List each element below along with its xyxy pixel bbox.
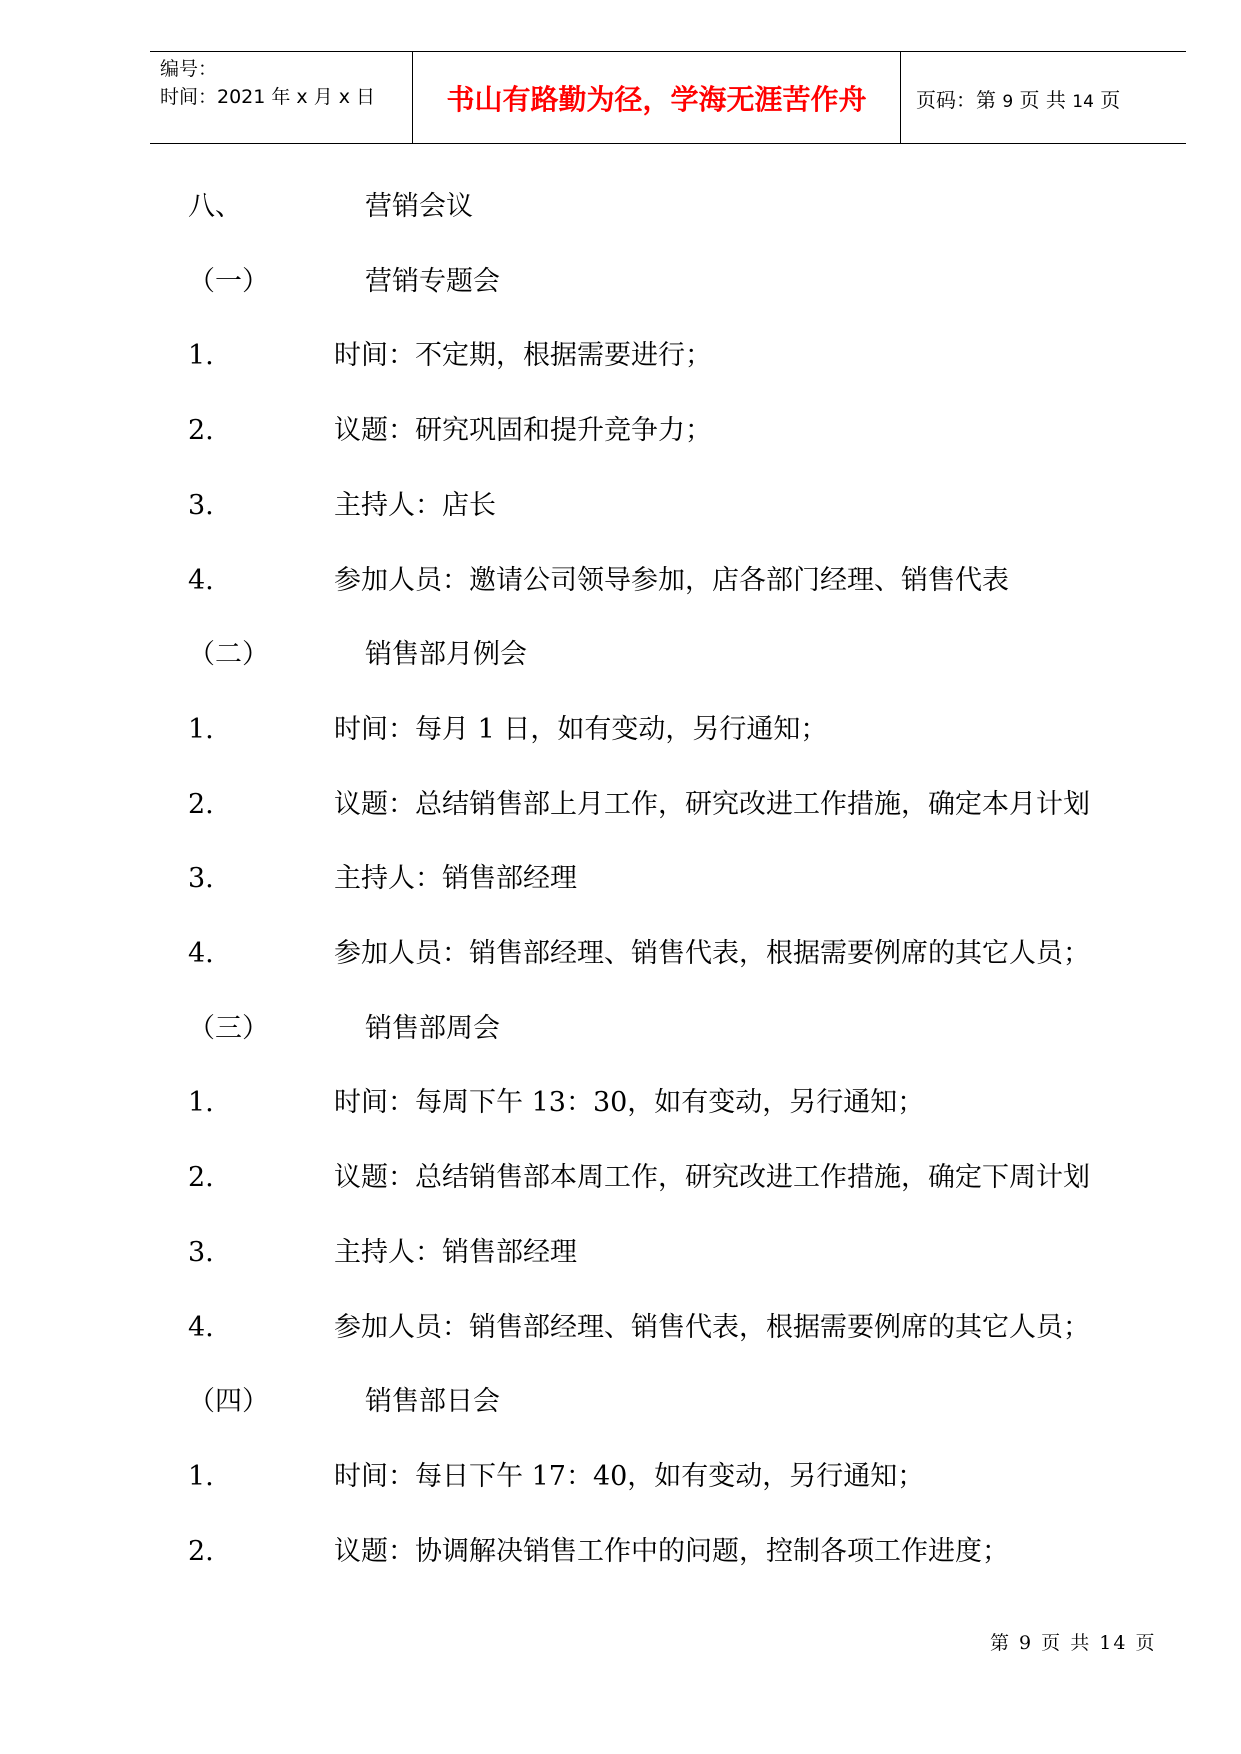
line-text: 时间：不定期，根据需要进行； <box>334 340 712 371</box>
list-item <box>0 336 1241 376</box>
line-marker: 3. <box>188 863 214 894</box>
section-heading <box>0 1009 1241 1049</box>
document-date: 时间：2021 年 x 月 x 日 <box>160 86 376 108</box>
line-marker: 2. <box>188 415 214 446</box>
line-text: 时间：每周下午 13：30，如有变动，另行通知； <box>334 1087 925 1118</box>
line-text: 销售部周会 <box>365 1013 500 1044</box>
line-text: 参加人员：邀请公司领导参加，店各部门经理、销售代表 <box>334 565 1009 596</box>
line-marker: （四） <box>188 1386 269 1417</box>
line-marker: 2. <box>188 789 214 820</box>
list-item <box>0 1308 1241 1348</box>
list-item <box>0 785 1241 825</box>
line-marker: 4. <box>188 1312 214 1343</box>
list-item <box>0 561 1241 601</box>
line-text: 销售部日会 <box>365 1386 500 1417</box>
section-heading <box>0 635 1241 675</box>
list-item <box>0 934 1241 974</box>
header-divider <box>900 52 901 143</box>
line-marker: 1. <box>188 1461 214 1492</box>
list-item <box>0 1158 1241 1198</box>
line-text: 参加人员：销售部经理、销售代表，根据需要例席的其它人员； <box>334 1312 1090 1343</box>
page-footer: 第 9 页 共 14 页 <box>990 1632 1157 1654</box>
line-text: 参加人员：销售部经理、销售代表，根据需要例席的其它人员； <box>334 938 1090 969</box>
line-text: 主持人：店长 <box>334 490 496 521</box>
section-heading <box>0 187 1241 227</box>
line-marker: 1. <box>188 714 214 745</box>
line-text: 时间：每日下午 17：40，如有变动，另行通知； <box>334 1461 925 1492</box>
line-marker: 2. <box>188 1536 214 1567</box>
list-item <box>0 1457 1241 1497</box>
line-marker: 4. <box>188 938 214 969</box>
line-text: 主持人：销售部经理 <box>334 863 577 894</box>
line-marker: 4. <box>188 565 214 596</box>
line-text: 议题：研究巩固和提升竞争力； <box>334 415 712 446</box>
line-text: 营销专题会 <box>365 266 500 297</box>
line-text: 营销会议 <box>365 191 473 222</box>
list-item <box>0 1233 1241 1273</box>
line-marker: 3. <box>188 490 214 521</box>
line-marker: （三） <box>188 1013 269 1044</box>
line-text: 议题：总结销售部本周工作，研究改进工作措施，确定下周计划 <box>334 1162 1090 1193</box>
list-item <box>0 411 1241 451</box>
list-item <box>0 710 1241 750</box>
page-prefix: 页码：第 <box>916 88 996 112</box>
page-total: 14 <box>1072 92 1094 112</box>
list-item <box>0 1083 1241 1123</box>
section-heading <box>0 1382 1241 1422</box>
header-page-number <box>916 84 1120 113</box>
header-meta <box>160 55 410 111</box>
page-current: 9 <box>1002 92 1014 112</box>
line-marker: 1. <box>188 1087 214 1118</box>
line-marker: 八、 <box>188 191 242 222</box>
document-number-label: 编号： <box>160 58 218 80</box>
list-item <box>0 859 1241 899</box>
header-motto: 书山有路勤为径，学海无涯苦作舟 <box>446 82 867 116</box>
list-item <box>0 486 1241 526</box>
list-item <box>0 1532 1241 1572</box>
line-marker: 2. <box>188 1162 214 1193</box>
line-marker: （二） <box>188 639 269 670</box>
line-text: 销售部月例会 <box>365 639 527 670</box>
page-mid: 页 共 <box>1019 88 1066 112</box>
line-marker: 1. <box>188 340 214 371</box>
page-suffix: 页 <box>1100 88 1121 112</box>
page-header <box>150 51 1186 144</box>
line-text: 时间：每月 1 日，如有变动，另行通知； <box>334 714 828 745</box>
line-marker: 3. <box>188 1237 214 1268</box>
line-text: 议题：协调解决销售工作中的问题，控制各项工作进度； <box>334 1536 1009 1567</box>
line-text: 议题：总结销售部上月工作，研究改进工作措施，确定本月计划 <box>334 789 1090 820</box>
section-heading <box>0 262 1241 302</box>
line-text: 主持人：销售部经理 <box>334 1237 577 1268</box>
line-marker: （一） <box>188 266 269 297</box>
